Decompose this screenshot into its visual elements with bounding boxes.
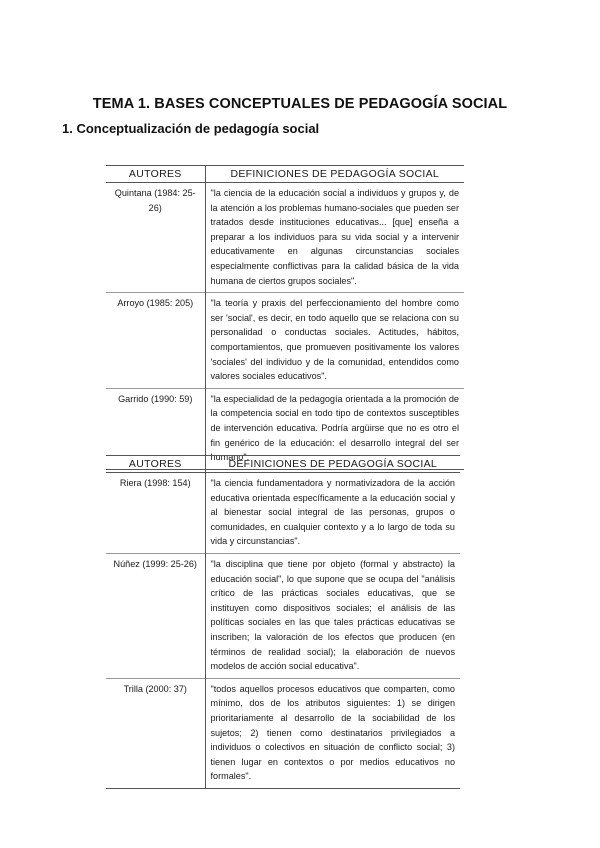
page-title: TEMA 1. BASES CONCEPTUALES DE PEDAGOGÍA SOCIAL xyxy=(92,96,508,112)
table-row xyxy=(106,553,460,678)
author-cell: Garrido (1990: 59) xyxy=(106,388,205,469)
definitions-table-2 xyxy=(106,455,460,789)
author-cell: Quintana (1984: 25-26) xyxy=(106,183,205,293)
definition-cell: "la disciplina que tiene por objeto (formal y abstracto) la educación social", lo que supone que se ocupa del "análisis crítico de las prácticas sociales educativas, que se instituyen como dispositivos sociales; el análisis de las políticas sociales en las que tales prácticas educativas se inscriben; la valoración de los efectos que producen (en términos de realidad social); la elaboración de nuevos modelos de acción social educativa". xyxy=(205,553,460,678)
table-row xyxy=(106,678,460,788)
definition-cell: "la teoría y praxis del perfeccionamiento del hombre como ser 'social', es decir, en todo aquello que se relaciona con su personalidad o conductas sociales. Actitudes, hábitos, comportamientos, que promueven positivamente los valores 'sociales' del individuo y de la comunidad, entendidos como valores sociales educativos". xyxy=(205,293,464,389)
author-cell: Núñez (1999: 25-26) xyxy=(106,553,205,678)
definitions-column-header: DEFINICIONES DE PEDAGOGÍA SOCIAL xyxy=(205,166,464,183)
author-cell: Arroyo (1985: 205) xyxy=(106,293,205,389)
definition-cell: "la ciencia de la educación social a individuos y grupos y, de la atención a los problemas humano-sociales que pueden ser tratados desde instituciones educativas... [que] enseña a preparar a los individuos para su vida social y a intervenir educativamente en algunas circunstancias sociales especialmente conflictivas para la calidad básica de la vida humana de ciertos grupos sociales". xyxy=(210,188,459,286)
definitions-table-1 xyxy=(106,165,464,470)
authors-column-header: AUTORES xyxy=(106,456,205,473)
table-row xyxy=(106,183,464,293)
definitions-column-header: DEFINICIONES DE PEDAGOGÍA SOCIAL xyxy=(205,456,460,473)
authors-column-header: AUTORES xyxy=(106,166,205,183)
author-cell: Trilla (2000: 37) xyxy=(106,678,205,788)
author-cell: Riera (1998: 154) xyxy=(106,473,205,554)
definition-cell: "la ciencia fundamentadora y normativizadora de la acción educativa orientada específicamente a la educación social y al bienestar social integral de las personas, grupos o comunidades, en cualquier contexto y a lo largo de toda su vida y circunstancias". xyxy=(210,478,455,547)
section-title: 1. Conceptualización de pedagogía social xyxy=(62,121,320,136)
table-row xyxy=(106,473,460,554)
definition-cell: "todos aquellos procesos educativos que comparten, como mínimo, dos de los atributos siguientes: 1) se dirigen prioritariamente al desarrollo de la sociabilidad de los sujetos; 2) tienen como destinatarios privilegiados a individuos o colectivos en situación de conflicto social; 3) tienen lugar en contextos o por medios educativos no formales". xyxy=(205,678,460,788)
table-row xyxy=(106,293,464,389)
definition-cell: "la especialidad de la pedagogía orientada a la promoción de la competencia social en todo tipo de contextos susceptibles de intervención educativa. Podría argüirse que no es otro el fin genérico de la educación: el desarrollo integral del ser humano". xyxy=(205,388,464,469)
